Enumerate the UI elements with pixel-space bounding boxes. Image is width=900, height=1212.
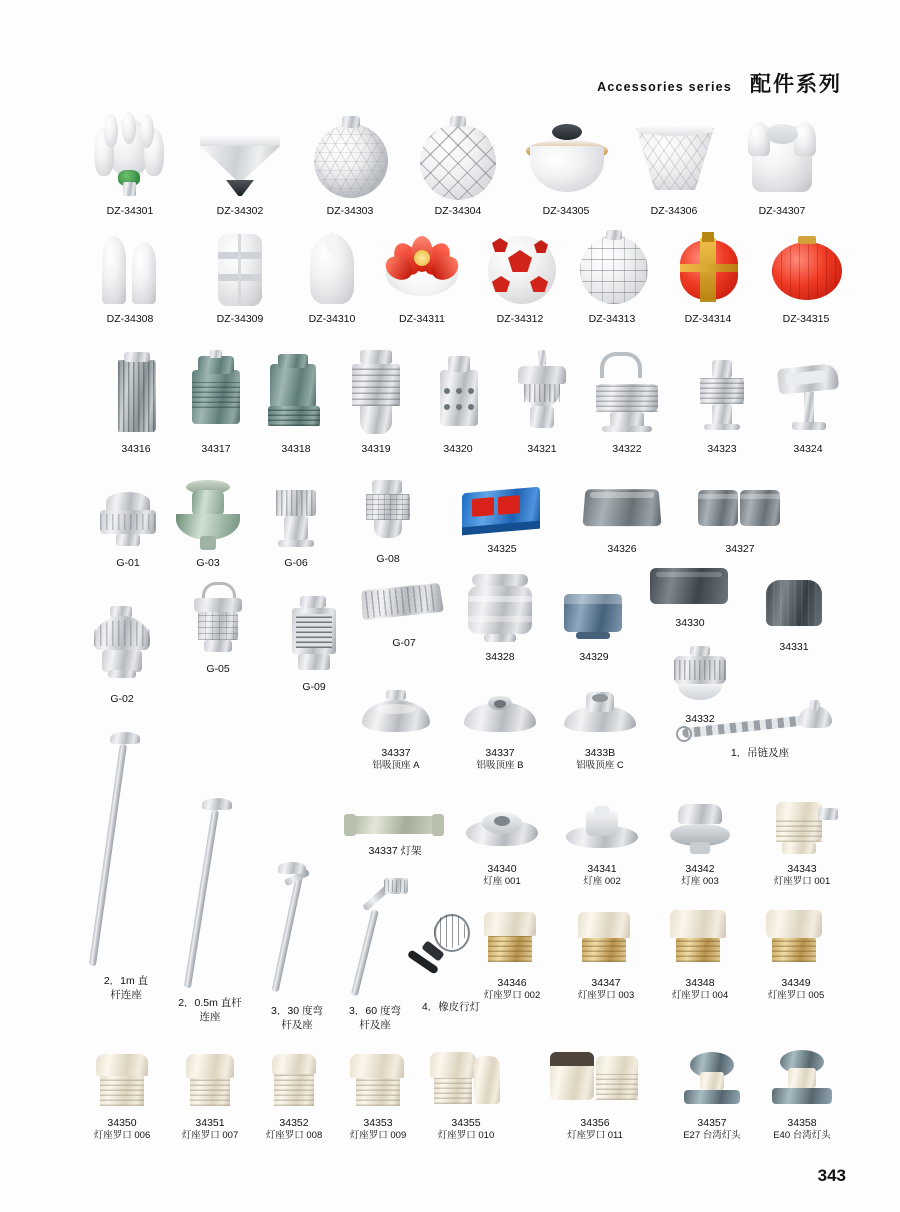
product-image-textured-cone: [622, 112, 726, 204]
product-image-blue-gray-box: [546, 580, 642, 650]
product-code: 3433B: [584, 747, 616, 759]
product-image-tulip-bud: [280, 228, 384, 312]
product-subtitle: 灯座罗口 011: [567, 1130, 623, 1142]
product-subtitle: 灯座罗口 001: [773, 876, 831, 888]
product-code: G-05: [206, 663, 230, 675]
product-cell[interactable]: [72, 600, 172, 706]
product-code: 34320: [443, 443, 473, 455]
product-image-grid-globe: [560, 228, 664, 312]
product-subtitle: 灯座 002: [583, 876, 621, 888]
product-image-gray-fin-block: [248, 484, 344, 556]
product-code: 34353: [363, 1117, 393, 1129]
product-cell[interactable]: [352, 572, 456, 650]
product-code: G-08: [376, 553, 400, 565]
product-image-lotus-bud-white: [78, 112, 182, 204]
product-code: DZ-34304: [434, 205, 482, 217]
product-code: 34352: [279, 1117, 309, 1129]
product-code: DZ-34314: [684, 313, 732, 325]
product-image-hook-ribbed-box: [572, 348, 682, 442]
product-code: 3．30 度弯: [271, 1005, 323, 1017]
product-image-socket-screw-011: [540, 1042, 650, 1116]
product-image-lamp-cage: [168, 580, 268, 662]
product-cell[interactable]: [756, 348, 860, 456]
product-code: 34327: [725, 543, 755, 555]
product-code: 3．60 度弯: [349, 1005, 401, 1017]
product-cell[interactable]: [406, 112, 510, 218]
product-code: 4．橡皮行灯: [421, 1001, 481, 1013]
product-image-diamond-cone: [188, 112, 292, 204]
product-image-chain-and-base: [676, 700, 844, 746]
product-code: 34337: [485, 747, 515, 759]
product-code: 2．1m 直: [103, 975, 149, 987]
product-cell[interactable]: [560, 904, 652, 1003]
product-cell[interactable]: [756, 1046, 848, 1143]
product-cell[interactable]: [340, 476, 436, 566]
product-cell[interactable]: [466, 904, 558, 1003]
product-cell[interactable]: [572, 348, 682, 456]
product-cell[interactable]: [340, 806, 450, 858]
product-image-socket-003: [654, 796, 746, 862]
product-subtitle: 灯座罗口 007: [181, 1130, 239, 1142]
product-cell[interactable]: [348, 688, 444, 773]
product-subtitle: 杆及座: [281, 1019, 313, 1032]
product-code: DZ-34311: [399, 313, 445, 325]
product-code: 34341: [587, 863, 617, 875]
product-cell[interactable]: [168, 580, 268, 676]
product-code: G-02: [110, 693, 134, 705]
product-code: G-09: [302, 681, 326, 693]
product-code: 34318: [281, 443, 311, 455]
product-code: 34348: [685, 977, 715, 989]
product-image-wire-globe: [406, 112, 510, 204]
product-image-socket-screw-002: [466, 904, 558, 976]
page-header: [597, 68, 842, 98]
product-subtitle: 铝吸顶座 A: [372, 760, 420, 772]
product-code: 34337 灯架: [368, 845, 422, 857]
product-image-dark-case: [640, 560, 740, 616]
product-cell[interactable]: [448, 480, 556, 556]
product-image-socket-001: [456, 800, 548, 862]
product-code: 2．0.5m 直杆: [178, 997, 242, 1009]
product-image-lamp-bracket: [340, 806, 450, 844]
product-cell[interactable]: [450, 572, 550, 664]
product-code: 34349: [781, 977, 811, 989]
product-code: DZ-34301: [106, 205, 154, 217]
product-image-ribbed-dome: [72, 600, 172, 692]
product-image-ribbed-long-box: [352, 572, 456, 636]
product-code: DZ-34308: [106, 313, 154, 325]
product-image-e40-taiwan-head: [756, 1046, 848, 1116]
product-subtitle: 灯座罗口 006: [93, 1130, 151, 1142]
product-image-red-lantern: [754, 228, 858, 312]
product-code: 34326: [607, 543, 637, 555]
product-image-socket-screw-003: [560, 904, 652, 976]
product-code: DZ-34306: [650, 205, 698, 217]
product-code: DZ-34303: [326, 205, 374, 217]
product-cell[interactable]: [744, 572, 844, 654]
product-cell[interactable]: [78, 228, 182, 326]
product-cell[interactable]: [456, 800, 548, 889]
product-image-perforated-drum: [410, 348, 506, 442]
product-cell[interactable]: [78, 112, 182, 218]
product-image-ceiling-base-c: [552, 688, 648, 746]
product-code: 34351: [195, 1117, 225, 1129]
product-code: DZ-34310: [308, 313, 356, 325]
product-code: DZ-34312: [496, 313, 544, 325]
product-cell[interactable]: [572, 480, 672, 556]
product-image-red-lantern-gold: [656, 228, 760, 312]
product-subtitle: 灯座罗口 004: [671, 990, 729, 1002]
product-image-street-head: [756, 348, 860, 442]
product-cell[interactable]: [752, 790, 852, 889]
product-code: 34319: [361, 443, 391, 455]
product-subtitle: E40 台湾灯头: [773, 1130, 831, 1142]
product-code: 34346: [497, 977, 527, 989]
product-cell[interactable]: [546, 580, 642, 664]
product-cell[interactable]: [164, 1050, 256, 1143]
product-image-gray-twin-case: [688, 480, 792, 542]
product-cell[interactable]: [468, 228, 572, 326]
product-image-ufo-shade: [514, 112, 618, 204]
product-code: G-01: [116, 557, 140, 569]
product-code: 34357: [697, 1117, 727, 1129]
product-code: 34330: [675, 617, 705, 629]
product-cell[interactable]: [264, 594, 364, 694]
product-code: 34355: [451, 1117, 481, 1129]
product-image-grid-box-lamp: [340, 476, 436, 552]
product-code: 34325: [487, 543, 517, 555]
product-cell[interactable]: [158, 476, 258, 570]
product-cell[interactable]: [514, 112, 618, 218]
product-code: DZ-34307: [758, 205, 806, 217]
product-image-faceted-globe: [298, 112, 402, 204]
product-image-green-bell: [158, 476, 258, 556]
product-cell[interactable]: [416, 1046, 516, 1143]
product-code: 34322: [612, 443, 642, 455]
product-subtitle: 灯座罗口 009: [349, 1130, 407, 1142]
product-subtitle: 灯座罗口 010: [437, 1130, 495, 1142]
product-image-gray-case: [572, 480, 672, 542]
product-cell[interactable]: [730, 112, 834, 218]
product-image-dark-drum: [744, 572, 844, 640]
product-code: 34347: [591, 977, 621, 989]
product-cell[interactable]: [748, 904, 844, 1003]
product-code: DZ-34305: [542, 205, 590, 217]
product-code: 34324: [793, 443, 823, 455]
product-cell[interactable]: [688, 480, 792, 556]
product-code: 34337: [381, 747, 411, 759]
product-cell[interactable]: [280, 228, 384, 326]
product-cell[interactable]: [556, 800, 648, 889]
product-image-socket-screw-004: [654, 904, 746, 976]
product-cell[interactable]: [410, 348, 506, 456]
product-cell[interactable]: [332, 1050, 424, 1143]
product-image-tulip-square: [730, 112, 834, 204]
product-image-socket-screw-007: [164, 1050, 256, 1116]
product-cell[interactable]: [552, 688, 648, 773]
product-code: DZ-34309: [216, 313, 264, 325]
product-subtitle: 连座: [199, 1011, 221, 1024]
product-code: 34331: [779, 641, 809, 653]
product-image-socket-screw-009: [332, 1050, 424, 1116]
product-image-striped-cylinder: [188, 228, 292, 312]
product-cell[interactable]: [640, 560, 740, 630]
product-code: 34340: [487, 863, 517, 875]
product-code: G-06: [284, 557, 308, 569]
product-cell[interactable]: [540, 1042, 650, 1143]
product-subtitle: 铝吸顶座 B: [476, 760, 524, 772]
product-code: DZ-34302: [216, 205, 264, 217]
product-subtitle: 灯座罗口 008: [265, 1130, 323, 1142]
product-image-blue-box: [448, 480, 556, 542]
product-image-football-ball: [468, 228, 572, 312]
product-image-socket-screw-010: [416, 1046, 516, 1116]
product-cell[interactable]: [76, 1050, 168, 1143]
product-code: DZ-34313: [588, 313, 636, 325]
product-code: 34350: [107, 1117, 137, 1129]
product-cell[interactable]: [754, 228, 858, 326]
product-code: 34356: [580, 1117, 610, 1129]
product-cell[interactable]: [654, 904, 746, 1003]
product-image-grille-tower: [264, 594, 364, 680]
product-image-ceiling-base-a: [348, 688, 444, 746]
product-code: DZ-34315: [782, 313, 830, 325]
page-number: 343: [817, 1166, 846, 1185]
product-image-e27-taiwan-head: [666, 1046, 758, 1116]
product-code: 34343: [787, 863, 817, 875]
product-image-red-lotus: [370, 228, 474, 312]
product-image-barrel-fixture: [450, 572, 550, 650]
product-code: G-07: [392, 637, 416, 649]
header-english-title: Accessories series: [597, 80, 732, 94]
product-code: G-03: [196, 557, 220, 569]
product-code: 34321: [527, 443, 557, 455]
product-code: 1．吊链及座: [730, 747, 790, 759]
product-code: 34323: [707, 443, 737, 455]
product-cell[interactable]: [248, 484, 344, 570]
product-image-socket-002: [556, 800, 648, 862]
product-cell[interactable]: [560, 228, 664, 326]
product-code: 34329: [579, 651, 609, 663]
product-cell[interactable]: [676, 700, 844, 760]
product-code: 34358: [787, 1117, 817, 1129]
product-subtitle: 灯座罗口 003: [577, 990, 635, 1002]
product-cell[interactable]: [622, 112, 726, 218]
product-code: 34317: [201, 443, 231, 455]
product-code: 34316: [121, 443, 151, 455]
product-cell[interactable]: [656, 228, 760, 326]
product-code: 34332: [685, 713, 715, 725]
product-code: 34328: [485, 651, 515, 663]
product-image-socket-screw-008: [248, 1050, 340, 1116]
product-image-socket-screw-005: [748, 904, 844, 976]
product-subtitle: 灯座 001: [483, 876, 521, 888]
product-subtitle: E27 台湾灯头: [683, 1130, 741, 1142]
product-cell[interactable]: [298, 112, 402, 218]
product-cell[interactable]: [666, 1046, 758, 1143]
product-image-twin-bullet: [78, 228, 182, 312]
product-image-socket-screw-006: [76, 1050, 168, 1116]
product-subtitle: 灯座罗口 005: [767, 990, 825, 1002]
product-subtitle: 铝吸顶座 C: [576, 760, 624, 772]
product-code: 34342: [685, 863, 715, 875]
product-subtitle: 杆及座: [359, 1019, 391, 1032]
product-subtitle: 杆连座: [110, 989, 142, 1002]
product-cell[interactable]: [370, 228, 474, 326]
header-chinese-title: 配件系列: [750, 73, 842, 96]
product-image-socket-screw-001: [752, 790, 852, 862]
product-cell[interactable]: [188, 228, 292, 326]
product-cell[interactable]: [248, 1050, 340, 1143]
product-subtitle: 灯座罗口 002: [483, 990, 541, 1002]
product-cell[interactable]: [452, 688, 548, 773]
product-subtitle: 灯座 003: [681, 876, 719, 888]
product-image-ceiling-base-b: [452, 688, 548, 746]
product-cell[interactable]: [188, 112, 292, 218]
product-cell[interactable]: [654, 796, 746, 889]
